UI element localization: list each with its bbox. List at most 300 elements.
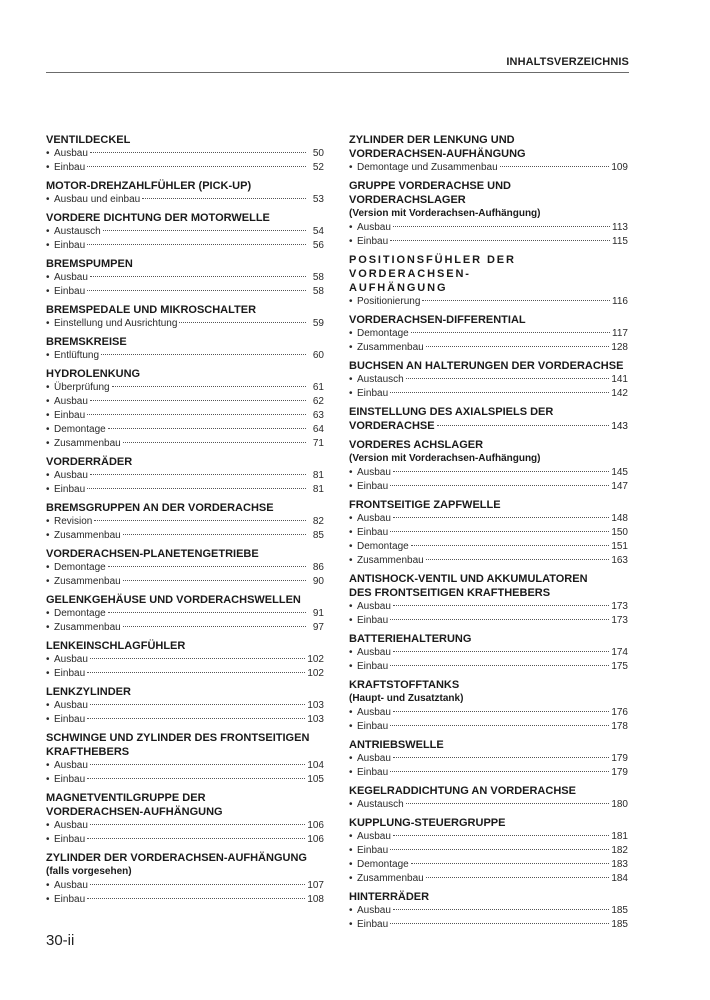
- toc-section: [349, 572, 628, 628]
- bullet-icon: •: [46, 516, 50, 527]
- section-title: VORDERACHSEN-DIFFERENTIAL: [349, 314, 526, 326]
- entry-page-number: 142: [611, 388, 628, 399]
- entry-label: Demontage: [357, 541, 409, 552]
- dot-leader: [87, 488, 306, 489]
- toc-entry[interactable]: [46, 225, 324, 239]
- toc-entry[interactable]: [46, 317, 324, 331]
- bullet-icon: •: [349, 873, 353, 884]
- toc-entry[interactable]: [349, 161, 628, 175]
- entry-label: Ausbau: [357, 831, 391, 842]
- toc-entry[interactable]: [46, 575, 324, 589]
- entry-label: Ausbau und einbau: [54, 194, 141, 205]
- entry-label: Ausbau: [357, 513, 391, 524]
- entry-page-number: 81: [312, 470, 324, 481]
- toc-entry[interactable]: [46, 349, 324, 363]
- toc-right-column: [349, 133, 628, 936]
- entry-label: Austausch: [357, 374, 404, 385]
- toc-section: [46, 791, 324, 847]
- dot-leader: [393, 757, 609, 758]
- section-title: HINTERRÄDER: [349, 891, 430, 903]
- toc-entry[interactable]: [349, 480, 628, 494]
- toc-section: [349, 438, 628, 494]
- dot-leader: [426, 877, 610, 878]
- toc-entry[interactable]: [349, 235, 628, 249]
- toc-section: [349, 498, 628, 568]
- toc-entry[interactable]: [349, 221, 628, 235]
- entry-label: Einbau: [54, 484, 86, 495]
- entry-label: Einbau: [54, 714, 86, 725]
- toc-section: [349, 784, 628, 812]
- entry-label: Demontage: [357, 859, 409, 870]
- entry-label: Einbau: [357, 615, 389, 626]
- dot-leader: [90, 704, 305, 705]
- bullet-icon: •: [349, 388, 353, 399]
- toc-entry[interactable]: [349, 830, 628, 844]
- dot-leader: [390, 240, 610, 241]
- entry-label: Einbau: [54, 286, 86, 297]
- section-subtitle: (Version mit Vorderachsen-Aufhängung): [349, 453, 541, 464]
- entry-page-number: 185: [611, 919, 628, 930]
- section-title: KEGELRADDICHTUNG AN VORDERACHSE: [349, 785, 576, 797]
- toc-section: [46, 257, 324, 299]
- entry-page-number: 106: [307, 820, 324, 831]
- toc-section: [349, 313, 628, 355]
- dot-leader: [90, 658, 305, 659]
- entry-page-number: 174: [611, 647, 628, 658]
- toc-entry[interactable]: [349, 466, 628, 480]
- section-title: ANTISHOCK-VENTIL UND AKKUMULATOREN: [349, 573, 588, 585]
- toc-entry[interactable]: [46, 529, 324, 543]
- bullet-icon: •: [46, 286, 50, 297]
- dot-leader: [90, 400, 306, 401]
- toc-section: [46, 211, 324, 253]
- entry-page-number: 117: [612, 328, 628, 339]
- toc-entry[interactable]: [46, 437, 324, 451]
- section-title: VENTILDECKEL: [46, 134, 131, 146]
- bullet-icon: •: [349, 374, 353, 385]
- bullet-icon: •: [46, 714, 50, 725]
- bullet-icon: •: [46, 608, 50, 619]
- entry-page-number: 102: [307, 654, 324, 665]
- section-title: EINSTELLUNG DES AXIALSPIELS DER: [349, 406, 554, 418]
- entry-page-number: 143: [611, 421, 628, 432]
- bullet-icon: •: [46, 700, 50, 711]
- entry-label: Einbau: [54, 410, 86, 421]
- dot-leader: [393, 711, 609, 712]
- toc-entry[interactable]: [46, 147, 324, 161]
- entry-page-number: 173: [611, 601, 628, 612]
- bullet-icon: •: [46, 622, 50, 633]
- bullet-icon: •: [46, 530, 50, 541]
- toc-section: [46, 593, 324, 635]
- entry-label: Einbau: [54, 774, 86, 785]
- entry-page-number: 179: [611, 767, 628, 778]
- dot-leader: [390, 619, 609, 620]
- entry-page-number: 115: [612, 236, 628, 247]
- entry-label: Demontage: [54, 424, 106, 435]
- entry-page-number: 150: [611, 527, 628, 538]
- dot-leader: [123, 626, 306, 627]
- entry-label: Austausch: [357, 799, 404, 810]
- dot-leader: [87, 244, 306, 245]
- entry-page-number: 181: [611, 831, 628, 842]
- entry-label: Demontage: [54, 608, 106, 619]
- dot-leader: [390, 531, 609, 532]
- toc-section: [349, 133, 628, 175]
- entry-label: Revision: [54, 516, 93, 527]
- toc-entry[interactable]: [349, 904, 628, 918]
- entry-label: Ausbau: [54, 470, 88, 481]
- entry-label: Ausbau: [357, 467, 391, 478]
- section-title: MAGNETVENTILGRUPPE DER: [46, 792, 206, 804]
- bullet-icon: •: [349, 753, 353, 764]
- entry-label: Demontage und Zusammenbau: [357, 162, 498, 173]
- entry-label: Einbau: [54, 162, 86, 173]
- entry-label: Ausbau: [357, 222, 391, 233]
- entry-label: Zusammenbau: [357, 342, 424, 353]
- entry-page-number: 63: [312, 410, 324, 421]
- dot-leader: [103, 230, 306, 231]
- bullet-icon: •: [46, 880, 50, 891]
- dot-leader: [87, 718, 305, 719]
- entry-label: Zusammenbau: [357, 555, 424, 566]
- toc-entry[interactable]: [349, 327, 628, 341]
- entry-label: Ausbau: [54, 272, 88, 283]
- dot-leader: [87, 672, 305, 673]
- toc-section: [349, 816, 628, 886]
- toc-entry[interactable]: [46, 773, 324, 787]
- toc-entry[interactable]: [46, 653, 324, 667]
- section-title: VORDERACHSEN-AUFHÄNGUNG: [349, 148, 526, 160]
- entry-page-number: 184: [611, 873, 628, 884]
- toc-entry[interactable]: [349, 512, 628, 526]
- entry-label: Einbau: [357, 527, 389, 538]
- section-title: HYDROLENKUNG: [46, 368, 141, 380]
- toc-entry[interactable]: [46, 759, 324, 773]
- entry-page-number: 113: [612, 222, 628, 233]
- toc-entry[interactable]: [46, 239, 324, 253]
- entry-page-number: 109: [611, 162, 628, 173]
- bullet-icon: •: [349, 845, 353, 856]
- toc-entry[interactable]: [46, 713, 324, 727]
- toc-entry[interactable]: [349, 554, 628, 568]
- toc-section: [46, 547, 324, 589]
- page-header: [46, 56, 629, 73]
- bullet-icon: •: [349, 481, 353, 492]
- entry-page-number: 102: [307, 668, 324, 679]
- section-title: GRUPPE VORDERACHSE UND VORDERACHSLAGER: [349, 180, 511, 206]
- toc-section: [46, 501, 324, 543]
- toc-entry[interactable]: [46, 833, 324, 847]
- bullet-icon: •: [349, 222, 353, 233]
- entry-page-number: 53: [312, 194, 324, 205]
- dot-leader: [390, 485, 609, 486]
- toc-entry[interactable]: [46, 819, 324, 833]
- section-subtitle: (falls vorgesehen): [46, 866, 132, 877]
- entry-page-number: 185: [611, 905, 628, 916]
- section-title: ZYLINDER DER LENKUNG UND: [349, 134, 515, 146]
- section-title: ANTRIEBSWELLE: [349, 739, 444, 751]
- entry-label: Ausbau: [54, 820, 88, 831]
- section-title: BREMSGRUPPEN AN DER VORDERACHSE: [46, 502, 274, 514]
- entry-label: Ausbau: [54, 654, 88, 665]
- bullet-icon: •: [46, 470, 50, 481]
- dot-leader: [422, 300, 610, 301]
- toc-entry[interactable]: [349, 918, 628, 932]
- entry-label: Ausbau: [357, 905, 391, 916]
- toc-section: [46, 367, 324, 451]
- bullet-icon: •: [46, 350, 50, 361]
- bullet-icon: •: [46, 148, 50, 159]
- toc-section: [349, 632, 628, 674]
- bullet-icon: •: [349, 799, 353, 810]
- toc-section: [46, 303, 324, 331]
- entry-page-number: 128: [611, 342, 628, 353]
- section-title: BREMSPEDALE UND MIKROSCHALTER: [46, 304, 257, 316]
- toc-section: [46, 851, 324, 907]
- toc-entry[interactable]: [46, 621, 324, 635]
- entry-label: Einstellung und Ausrichtung: [54, 318, 178, 329]
- toc-section: [349, 678, 628, 734]
- toc-entry[interactable]: [349, 752, 628, 766]
- entry-label: Zusammenbau: [54, 622, 121, 633]
- header-title: INHALTSVERZEICHNIS: [506, 56, 629, 68]
- toc-title-entry[interactable]: [349, 419, 628, 434]
- dot-leader: [426, 346, 610, 347]
- dot-leader: [94, 520, 306, 521]
- entry-page-number: 54: [312, 226, 324, 237]
- entry-label: Einbau: [54, 668, 86, 679]
- dot-leader: [90, 474, 306, 475]
- bullet-icon: •: [46, 760, 50, 771]
- dot-leader: [87, 414, 306, 415]
- toc-entry[interactable]: [46, 193, 324, 207]
- toc-entry[interactable]: [46, 515, 324, 529]
- entry-page-number: 61: [312, 382, 324, 393]
- toc-entry[interactable]: [46, 381, 324, 395]
- entry-page-number: 104: [307, 760, 324, 771]
- toc-entry[interactable]: [46, 607, 324, 621]
- bullet-icon: •: [46, 162, 50, 173]
- toc-section: [349, 405, 628, 434]
- bullet-icon: •: [46, 654, 50, 665]
- dot-leader: [90, 824, 305, 825]
- bullet-icon: •: [46, 396, 50, 407]
- toc-section: [349, 359, 628, 401]
- dot-leader: [101, 354, 306, 355]
- toc-section: [46, 639, 324, 681]
- toc-entry[interactable]: [349, 373, 628, 387]
- section-title: POSITIONSFÜHLER DER VORDERACHSEN-: [349, 254, 516, 280]
- dot-leader: [123, 534, 306, 535]
- section-subtitle: (Version mit Vorderachsen-Aufhängung): [349, 208, 541, 219]
- dot-leader: [112, 386, 306, 387]
- bullet-icon: •: [46, 272, 50, 283]
- entry-page-number: 97: [312, 622, 324, 633]
- entry-page-number: 81: [312, 484, 324, 495]
- entry-page-number: 59: [312, 318, 324, 329]
- bullet-icon: •: [349, 721, 353, 732]
- toc-entry[interactable]: [46, 893, 324, 907]
- toc-entry[interactable]: [349, 858, 628, 872]
- dot-leader: [90, 884, 305, 885]
- section-title: KUPPLUNG-STEUERGRUPPE: [349, 817, 506, 829]
- entry-page-number: 175: [611, 661, 628, 672]
- section-title: LENKEINSCHLAGFÜHLER: [46, 640, 186, 652]
- dot-leader: [393, 517, 609, 518]
- toc-entry[interactable]: [349, 387, 628, 401]
- dot-leader: [87, 898, 305, 899]
- dot-leader: [108, 612, 306, 613]
- dot-leader: [90, 764, 305, 765]
- page-number: 30-ii: [46, 932, 75, 949]
- toc-entry[interactable]: [46, 483, 324, 497]
- section-title: MOTOR-DREHZAHLFÜHLER (PICK-UP): [46, 180, 252, 192]
- bullet-icon: •: [349, 831, 353, 842]
- toc-entry[interactable]: [349, 844, 628, 858]
- entry-label: Zusammenbau: [54, 438, 121, 449]
- entry-label: Entlüftung: [54, 350, 100, 361]
- bullet-icon: •: [46, 194, 50, 205]
- entry-label: VORDERACHSE: [349, 420, 435, 432]
- bullet-icon: •: [46, 410, 50, 421]
- toc-entry[interactable]: [46, 469, 324, 483]
- entry-page-number: 151: [611, 541, 628, 552]
- entry-page-number: 58: [312, 286, 324, 297]
- toc-entry[interactable]: [349, 766, 628, 780]
- dot-leader: [393, 835, 609, 836]
- toc-entry[interactable]: [349, 646, 628, 660]
- section-title: VORDERACHSEN-PLANETENGETRIEBE: [46, 548, 259, 560]
- toc-section: [46, 731, 324, 787]
- dot-leader: [87, 838, 305, 839]
- bullet-icon: •: [46, 668, 50, 679]
- section-title: ZYLINDER DER VORDERACHSEN-AUFHÄNGUNG: [46, 852, 307, 864]
- entry-label: Austausch: [54, 226, 101, 237]
- bullet-icon: •: [349, 767, 353, 778]
- entry-label: Ausbau: [54, 760, 88, 771]
- entry-label: Zusammenbau: [54, 530, 121, 541]
- entry-label: Demontage: [357, 328, 409, 339]
- entry-page-number: 183: [611, 859, 628, 870]
- section-title: BUCHSEN AN HALTERUNGEN DER VORDERACHSE: [349, 360, 624, 372]
- dot-leader: [390, 771, 609, 772]
- dot-leader: [393, 226, 610, 227]
- toc-entry[interactable]: [349, 706, 628, 720]
- entry-page-number: 82: [312, 516, 324, 527]
- entry-page-number: 148: [611, 513, 628, 524]
- entry-page-number: 103: [307, 714, 324, 725]
- toc-entry[interactable]: [46, 409, 324, 423]
- bullet-icon: •: [46, 894, 50, 905]
- entry-page-number: 86: [312, 562, 324, 573]
- bullet-icon: •: [349, 905, 353, 916]
- entry-page-number: 64: [312, 424, 324, 435]
- dot-leader: [123, 580, 306, 581]
- dot-leader: [90, 276, 306, 277]
- bullet-icon: •: [46, 834, 50, 845]
- toc-section: [46, 685, 324, 727]
- toc-entry[interactable]: [349, 526, 628, 540]
- toc-entry[interactable]: [46, 423, 324, 437]
- entry-label: Einbau: [357, 845, 389, 856]
- entry-label: Einbau: [357, 481, 389, 492]
- toc-entry[interactable]: [349, 614, 628, 628]
- toc-entry[interactable]: [46, 395, 324, 409]
- toc-entry[interactable]: [349, 798, 628, 812]
- entry-page-number: 85: [312, 530, 324, 541]
- dot-leader: [90, 152, 306, 153]
- toc-section: [349, 890, 628, 932]
- toc-entry[interactable]: [46, 667, 324, 681]
- entry-page-number: 178: [611, 721, 628, 732]
- bullet-icon: •: [349, 296, 353, 307]
- entry-label: Ausbau: [54, 148, 88, 159]
- entry-page-number: 58: [312, 272, 324, 283]
- entry-page-number: 163: [611, 555, 628, 566]
- bullet-icon: •: [349, 919, 353, 930]
- dot-leader: [390, 849, 609, 850]
- toc-entry[interactable]: [46, 285, 324, 299]
- dot-leader: [390, 923, 609, 924]
- toc-left-column: [46, 133, 324, 911]
- dot-leader: [500, 166, 610, 167]
- dot-leader: [390, 665, 609, 666]
- section-title: VORDERACHSEN-AUFHÄNGUNG: [46, 806, 223, 818]
- entry-page-number: 90: [312, 576, 324, 587]
- entry-page-number: 116: [612, 296, 628, 307]
- toc-entry[interactable]: [46, 879, 324, 893]
- bullet-icon: •: [349, 236, 353, 247]
- toc-entry[interactable]: [349, 720, 628, 734]
- section-title: VORDERRÄDER: [46, 456, 133, 468]
- entry-page-number: 145: [611, 467, 628, 478]
- dot-leader: [393, 909, 609, 910]
- bullet-icon: •: [349, 661, 353, 672]
- entry-label: Einbau: [54, 834, 86, 845]
- entry-label: Demontage: [54, 562, 106, 573]
- bullet-icon: •: [349, 707, 353, 718]
- entry-label: Zusammenbau: [54, 576, 121, 587]
- toc-entry[interactable]: [349, 540, 628, 554]
- toc-entry[interactable]: [349, 660, 628, 674]
- toc-entry[interactable]: [46, 271, 324, 285]
- entry-label: Ausbau: [54, 396, 88, 407]
- toc-entry[interactable]: [349, 872, 628, 886]
- bullet-icon: •: [46, 382, 50, 393]
- section-title: AUFHÄNGUNG: [349, 282, 448, 294]
- dot-leader: [142, 198, 306, 199]
- toc-entry[interactable]: [46, 699, 324, 713]
- dot-leader: [123, 442, 306, 443]
- entry-label: Einbau: [357, 236, 389, 247]
- entry-page-number: 107: [307, 880, 324, 891]
- entry-label: Ausbau: [357, 707, 391, 718]
- toc-entry[interactable]: [46, 161, 324, 175]
- toc-entry[interactable]: [349, 295, 628, 309]
- section-title: BATTERIEHALTERUNG: [349, 633, 472, 645]
- toc-entry[interactable]: [46, 561, 324, 575]
- entry-label: Einbau: [357, 767, 389, 778]
- dot-leader: [411, 545, 610, 546]
- section-title: KRAFTHEBERS: [46, 746, 130, 758]
- bullet-icon: •: [349, 615, 353, 626]
- toc-entry[interactable]: [349, 600, 628, 614]
- bullet-icon: •: [349, 342, 353, 353]
- toc-section: [46, 133, 324, 175]
- entry-page-number: 71: [312, 438, 324, 449]
- toc-entry[interactable]: [349, 341, 628, 355]
